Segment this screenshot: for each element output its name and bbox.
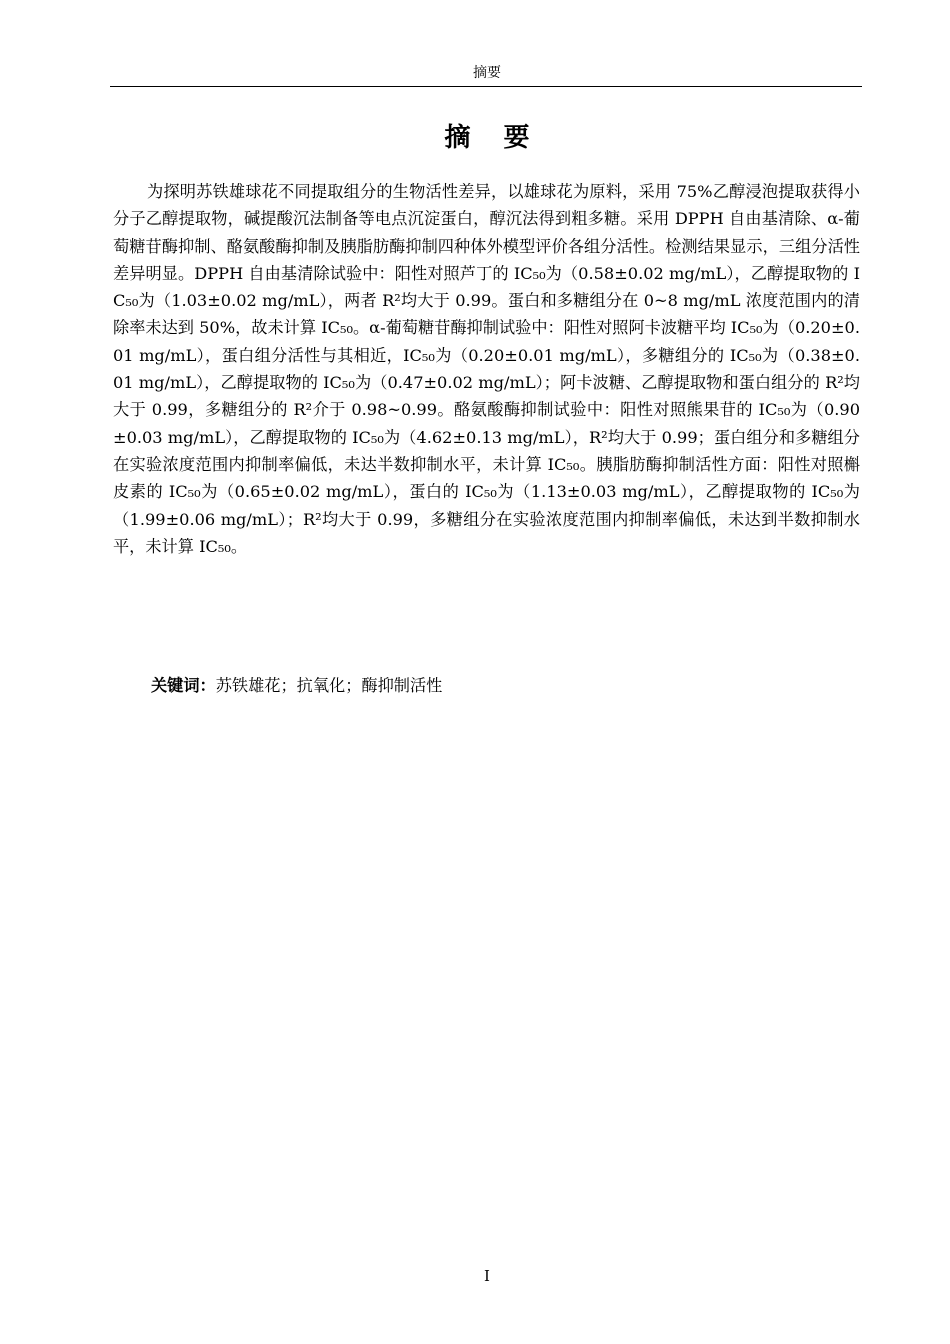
page-number: I [484,1267,490,1285]
abstract-body: 为探明苏铁雄球花不同提取组分的生物活性差异，以雄球花为原料，采用 75%乙醇浸泡提取获得小分子乙醇提取物，碱提酸沉法制备等电点沉淀蛋白，醇沉法得到粗多糖。采用 DPPH 自由基清除、α-葡萄糖苷酶抑制、酪氨酸酶抑制及胰脂肪酶抑制四种体外模型评价各组分活性。检测结果显示，三组分活性差异明显。DPPH 自由基清除试验中：阳性对照芦丁的 IC₅₀为（0.58±0.02 mg/mL），乙醇提取物的 IC₅₀为（1.03±0.02 mg/mL），两者 R²均大于 0.99。蛋白和多糖组分在 0~8 mg/mL 浓度范围内的清除率未达到 50%，故未计算 IC₅₀。α-葡萄糖苷酶抑制试验中：阳性对照阿卡波糖平均 IC₅₀为（0.20±0.01 mg/mL），蛋白组分活性与其相近，IC₅₀为（0.20±0.01 mg/mL），多糖组分的 IC₅₀为（0.38±0.01 mg/mL），乙醇提取物的 IC₅₀为（0.47±0.02 mg/mL）；阿卡波糖、乙醇提取物和蛋白组分的 R²均大于 0.99，多糖组分的 R²介于 0.98~0.99。酪氨酸酶抑制试验中：阳性对照熊果苷的 IC₅₀为（0.90±0.03 mg/mL），乙醇提取物的 IC₅₀为（4.62±0.13 mg/mL），R²均大于 0.99；蛋白组分和多糖组分在实验浓度范围内抑制率偏低，未达半数抑制水平，未计算 IC₅₀。胰脂肪酶抑制活性方面：阳性对照槲皮素的 IC₅₀为（0.65±0.02 mg/mL），蛋白的 IC₅₀为（1.13±0.03 mg/mL），乙醇提取物的 IC₅₀为（1.99±0.06 mg/mL）；R²均大于 0.99，多糖组分在实验浓度范围内抑制率偏低，未达到半数抑制水平，未计算 IC₅₀。 [113,182,861,556]
header-rule [110,86,862,87]
keywords-value: 苏铁雄花；抗氧化；酶抑制活性 [215,676,443,695]
keywords-line [151,672,851,699]
abstract-title: 摘 要 [444,123,542,153]
keywords-label: 关键词： [151,676,216,695]
running-header: 摘要 [473,65,501,81]
